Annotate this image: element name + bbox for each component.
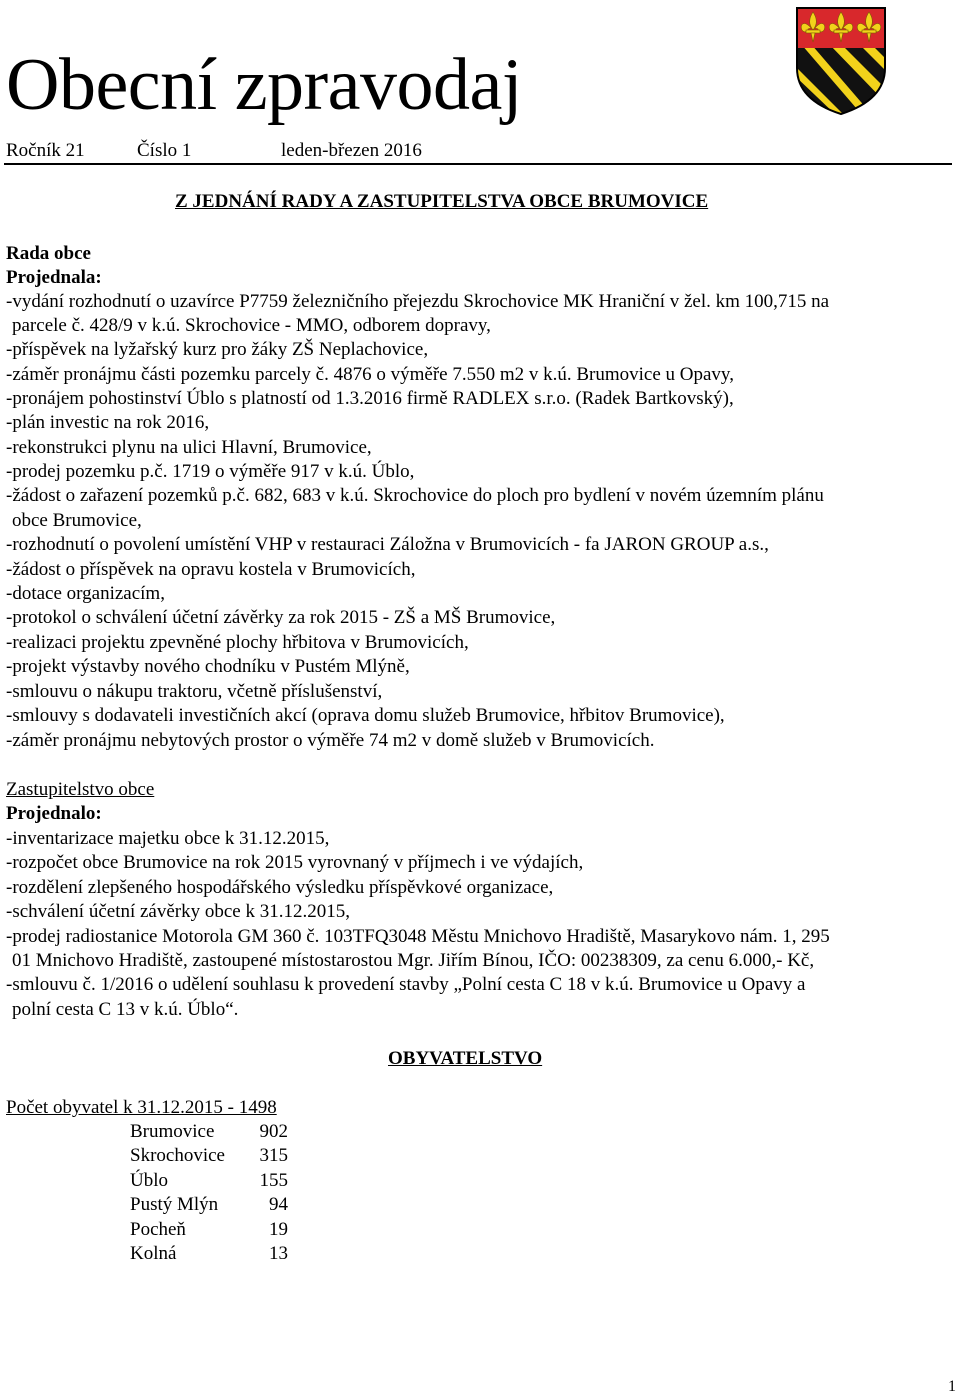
zastupitelstvo-item: -inventarizace majetku obce k 31.12.2015, (6, 828, 330, 849)
zastupitelstvo-item: polní cesta C 13 v k.ú. Úblo“. (12, 999, 239, 1020)
main-heading: Z JEDNÁNÍ RADY A ZASTUPITELSTVA OBCE BRUMOVICE (175, 191, 709, 212)
rada-item: -pronájem pohostinství Úblo s platností od 1.3.2016 firmě RADLEX s.r.o. (Radek Bartkovský), (6, 388, 734, 409)
zastupitelstvo-subtitle: Projednalo: (6, 803, 102, 824)
village-name: Kolná (130, 1243, 177, 1264)
rada-item: -žádost o zařazení pozemků p.č. 682, 683 v k.ú. Skrochovice do ploch pro bydlení v novém územním plánu (6, 485, 824, 506)
zastupitelstvo-item: -smlouvu č. 1/2016 o udělení souhlasu k provedení stavby „Polní cesta C 18 v k.ú. Brumovice u Opavy a (6, 974, 806, 995)
village-count: 155 (259, 1170, 288, 1191)
rada-item: -protokol o schválení účetní závěrky za rok 2015 - ZŠ a MŠ Brumovice, (6, 607, 556, 628)
rada-item: -příspěvek na lyžařský kurz pro žáky ZŠ Neplachovice, (6, 339, 429, 360)
rada-title: Rada obce (6, 243, 91, 264)
header-divider (4, 163, 952, 165)
zastupitelstvo-title: Zastupitelstvo obce (6, 779, 155, 800)
zastupitelstvo-item: 01 Mnichovo Hradiště, zastoupené místostarostou Mgr. Jiřím Bínou, IČO: 00238309, za cenu 6.000,- Kč, (12, 950, 815, 971)
zastupitelstvo-item: -rozpočet obce Brumovice na rok 2015 vyrovnaný v příjmech i ve výdajích, (6, 852, 584, 873)
rada-subtitle: Projednala: (6, 267, 102, 288)
obyvatelstvo-heading: OBYVATELSTVO (388, 1048, 543, 1069)
zastupitelstvo-item: -prodej radiostanice Motorola GM 360 č. 103TFQ3048 Městu Mnichovo Hradiště, Masarykovo nám. 1, 295 (6, 926, 830, 947)
village-name: Skrochovice (130, 1145, 225, 1166)
newsletter-title: Obecní zpravodaj (6, 44, 522, 126)
village-count: 13 (269, 1243, 288, 1264)
village-count: 902 (259, 1121, 288, 1142)
village-name: Pustý Mlýn (130, 1194, 219, 1215)
rada-item: -rekonstrukci plynu na ulici Hlavní, Brumovice, (6, 437, 372, 458)
rada-item: -smlouvu o nákupu traktoru, včetně příslušenství, (6, 681, 383, 702)
village-name: Brumovice (130, 1121, 215, 1142)
page-number: 1 (948, 1378, 956, 1395)
rada-item: -dotace organizacím, (6, 583, 165, 604)
village-count: 19 (269, 1219, 288, 1240)
rada-item: -smlouvy s dodavateli investičních akcí (oprava domu služeb Brumovice, hřbitov Brumovice), (6, 705, 725, 726)
coat-of-arms-icon (793, 4, 889, 116)
rada-item: -rozhodnutí o povolení umístění VHP v restauraci Záložna v Brumovicích - fa JARON GROUP a.s., (6, 534, 769, 555)
village-count: 315 (259, 1145, 288, 1166)
zastupitelstvo-item: -rozdělení zlepšeného hospodářského výsledku příspěvkové organizace, (6, 877, 554, 898)
rada-item: -žádost o příspěvek na opravu kostela v Brumovicích, (6, 559, 416, 580)
rada-item: -prodej pozemku p.č. 1719 o výměře 917 v k.ú. Úblo, (6, 461, 415, 482)
population-total: Počet obyvatel k 31.12.2015 - 1498 (6, 1097, 277, 1118)
rada-item: -záměr pronájmu nebytových prostor o výměře 74 m2 v domě služeb v Brumovicích. (6, 730, 655, 751)
rada-item: -projekt výstavby nového chodníku v Pustém Mlýně, (6, 656, 410, 677)
village-count: 94 (269, 1194, 288, 1215)
rada-item: -záměr pronájmu části pozemku parcely č. 4876 o výměře 7.550 m2 v k.ú. Brumovice u Opavy, (6, 364, 734, 385)
rada-item: parcele č. 428/9 v k.ú. Skrochovice - MMO, odborem dopravy, (12, 315, 491, 336)
volume: Ročník 21 (6, 140, 85, 161)
zastupitelstvo-item: -schválení účetní závěrky obce k 31.12.2015, (6, 901, 350, 922)
village-name: Úblo (130, 1170, 168, 1191)
rada-item: -vydání rozhodnutí o uzavírce P7759 železničního přejezdu Skrochovice MK Hraniční v žel. km 100,715 na (6, 291, 830, 312)
issue-number: Číslo 1 (137, 140, 192, 161)
rada-item: -realizaci projektu zpevněné plochy hřbitova v Brumovicích, (6, 632, 469, 653)
issue-period: leden-březen 2016 (281, 140, 422, 161)
rada-item: -plán investic na rok 2016, (6, 412, 210, 433)
village-name: Pocheň (130, 1219, 186, 1240)
rada-item: obce Brumovice, (12, 510, 142, 531)
